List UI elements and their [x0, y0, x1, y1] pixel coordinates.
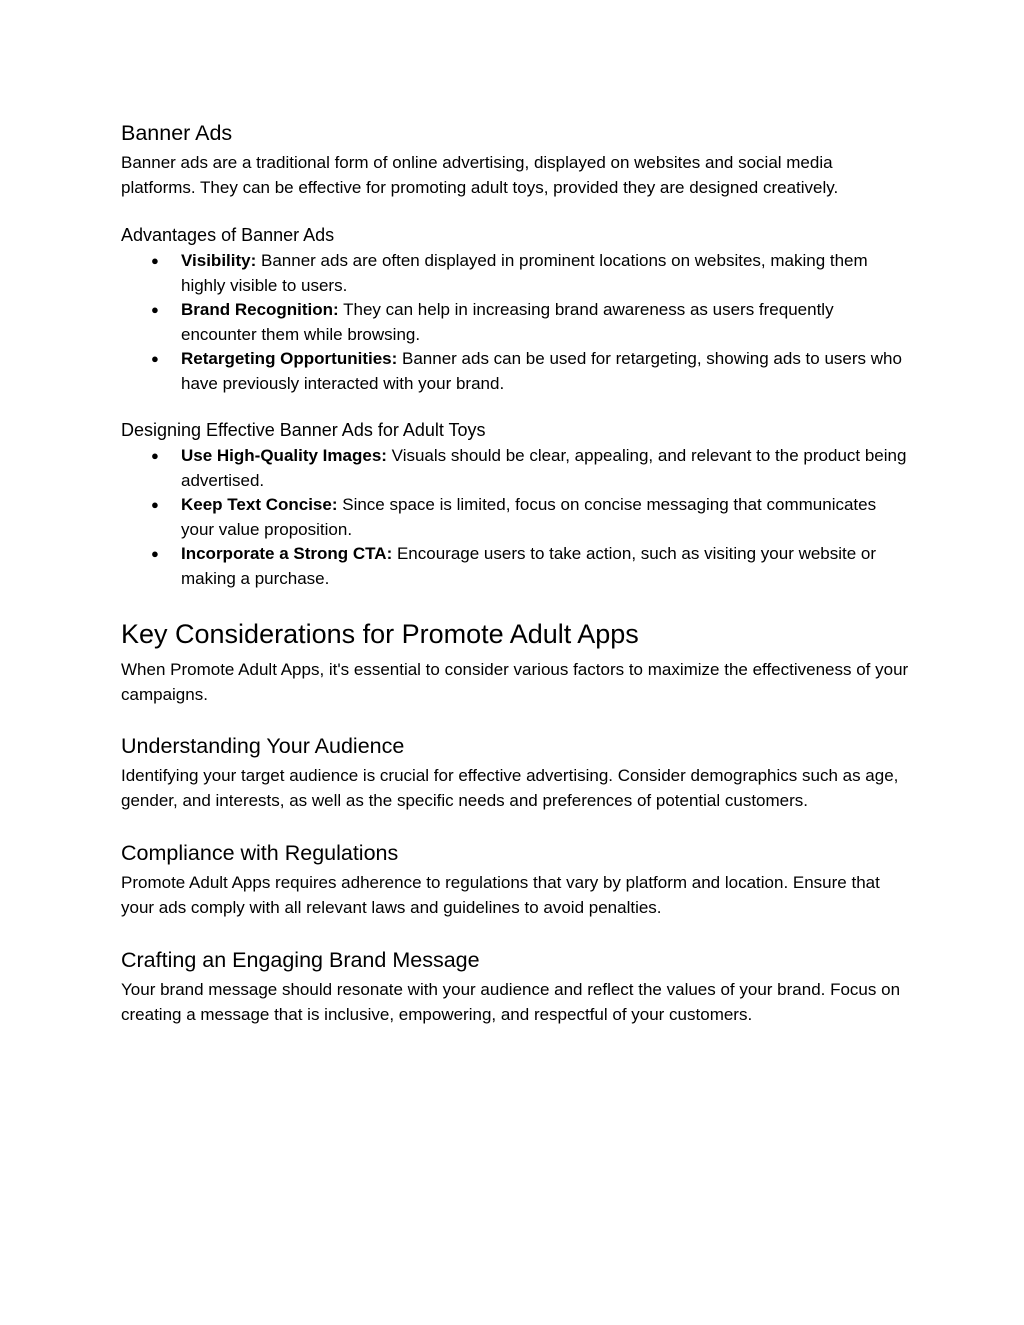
bullet-icon: ● — [151, 448, 159, 463]
list-item-text: Banner ads are often displayed in prominent locations on websites, making them highly visible to users. — [181, 251, 868, 295]
list-item-text: Visuals should be clear, appealing, and relevant to the product being advertised. — [181, 446, 907, 490]
key-considerations-heading: Key Considerations for Promote Adult Apps — [121, 619, 639, 649]
advantages-heading: Advantages of Banner Ads — [121, 225, 335, 245]
brand-message-body: Your brand message should resonate with your audience and reflect the values of your brand. Focus on creating a message that is inclusive, empowering, and respectful of your customers. — [121, 980, 901, 1024]
list-item-term: Visibility: — [181, 251, 257, 270]
list-item-text: Since space is limited, focus on concise messaging that communicates your value proposition. — [181, 495, 877, 539]
bullet-icon: ● — [151, 351, 159, 366]
list-item — [121, 493, 911, 542]
list-item — [121, 444, 911, 493]
designing-list — [121, 444, 911, 591]
list-item — [121, 249, 911, 298]
list-item-term: Use High-Quality Images: — [181, 446, 387, 465]
list-item-text: They can help in increasing brand awareness as users frequently encounter them while browsing. — [181, 300, 834, 344]
banner-ads-intro: Banner ads are a traditional form of online advertising, displayed on websites and social media platforms. They can be effective for promoting adult toys, provided they are designed creatively. — [121, 153, 839, 197]
document-page — [121, 118, 911, 1027]
brand-message-heading: Crafting an Engaging Brand Message — [121, 948, 480, 972]
bullet-icon: ● — [151, 497, 159, 512]
compliance-body: Promote Adult Apps requires adherence to regulations that vary by platform and location. Ensure that your ads comply with all relevant laws and guidelines to avoid penalties. — [121, 873, 880, 917]
list-item-term: Keep Text Concise: — [181, 495, 338, 514]
list-item-text: Banner ads can be used for retargeting, showing ads to users who have previously interacted with your brand. — [181, 349, 902, 393]
bullet-icon: ● — [151, 253, 159, 268]
compliance-heading: Compliance with Regulations — [121, 841, 399, 865]
list-item-term: Retargeting Opportunities: — [181, 349, 398, 368]
audience-body: Identifying your target audience is crucial for effective advertising. Consider demographics such as age, gender, and interests, as well as the specific needs and preferences of potential customers. — [121, 766, 899, 810]
list-item — [121, 298, 911, 347]
banner-ads-heading: Banner Ads — [121, 121, 233, 145]
list-item-term: Incorporate a Strong CTA: — [181, 544, 393, 563]
bullet-icon: ● — [151, 546, 159, 561]
list-item-term: Brand Recognition: — [181, 300, 339, 319]
list-item — [121, 542, 911, 591]
key-considerations-intro: When Promote Adult Apps, it's essential to consider various factors to maximize the effectiveness of your campaigns. — [121, 660, 909, 704]
bullet-icon: ● — [151, 302, 159, 317]
list-item — [121, 347, 911, 396]
audience-heading: Understanding Your Audience — [121, 734, 405, 758]
list-item-text: Encourage users to take action, such as visiting your website or making a purchase. — [181, 544, 877, 588]
advantages-list — [121, 249, 911, 396]
designing-heading: Designing Effective Banner Ads for Adult Toys — [121, 420, 486, 440]
